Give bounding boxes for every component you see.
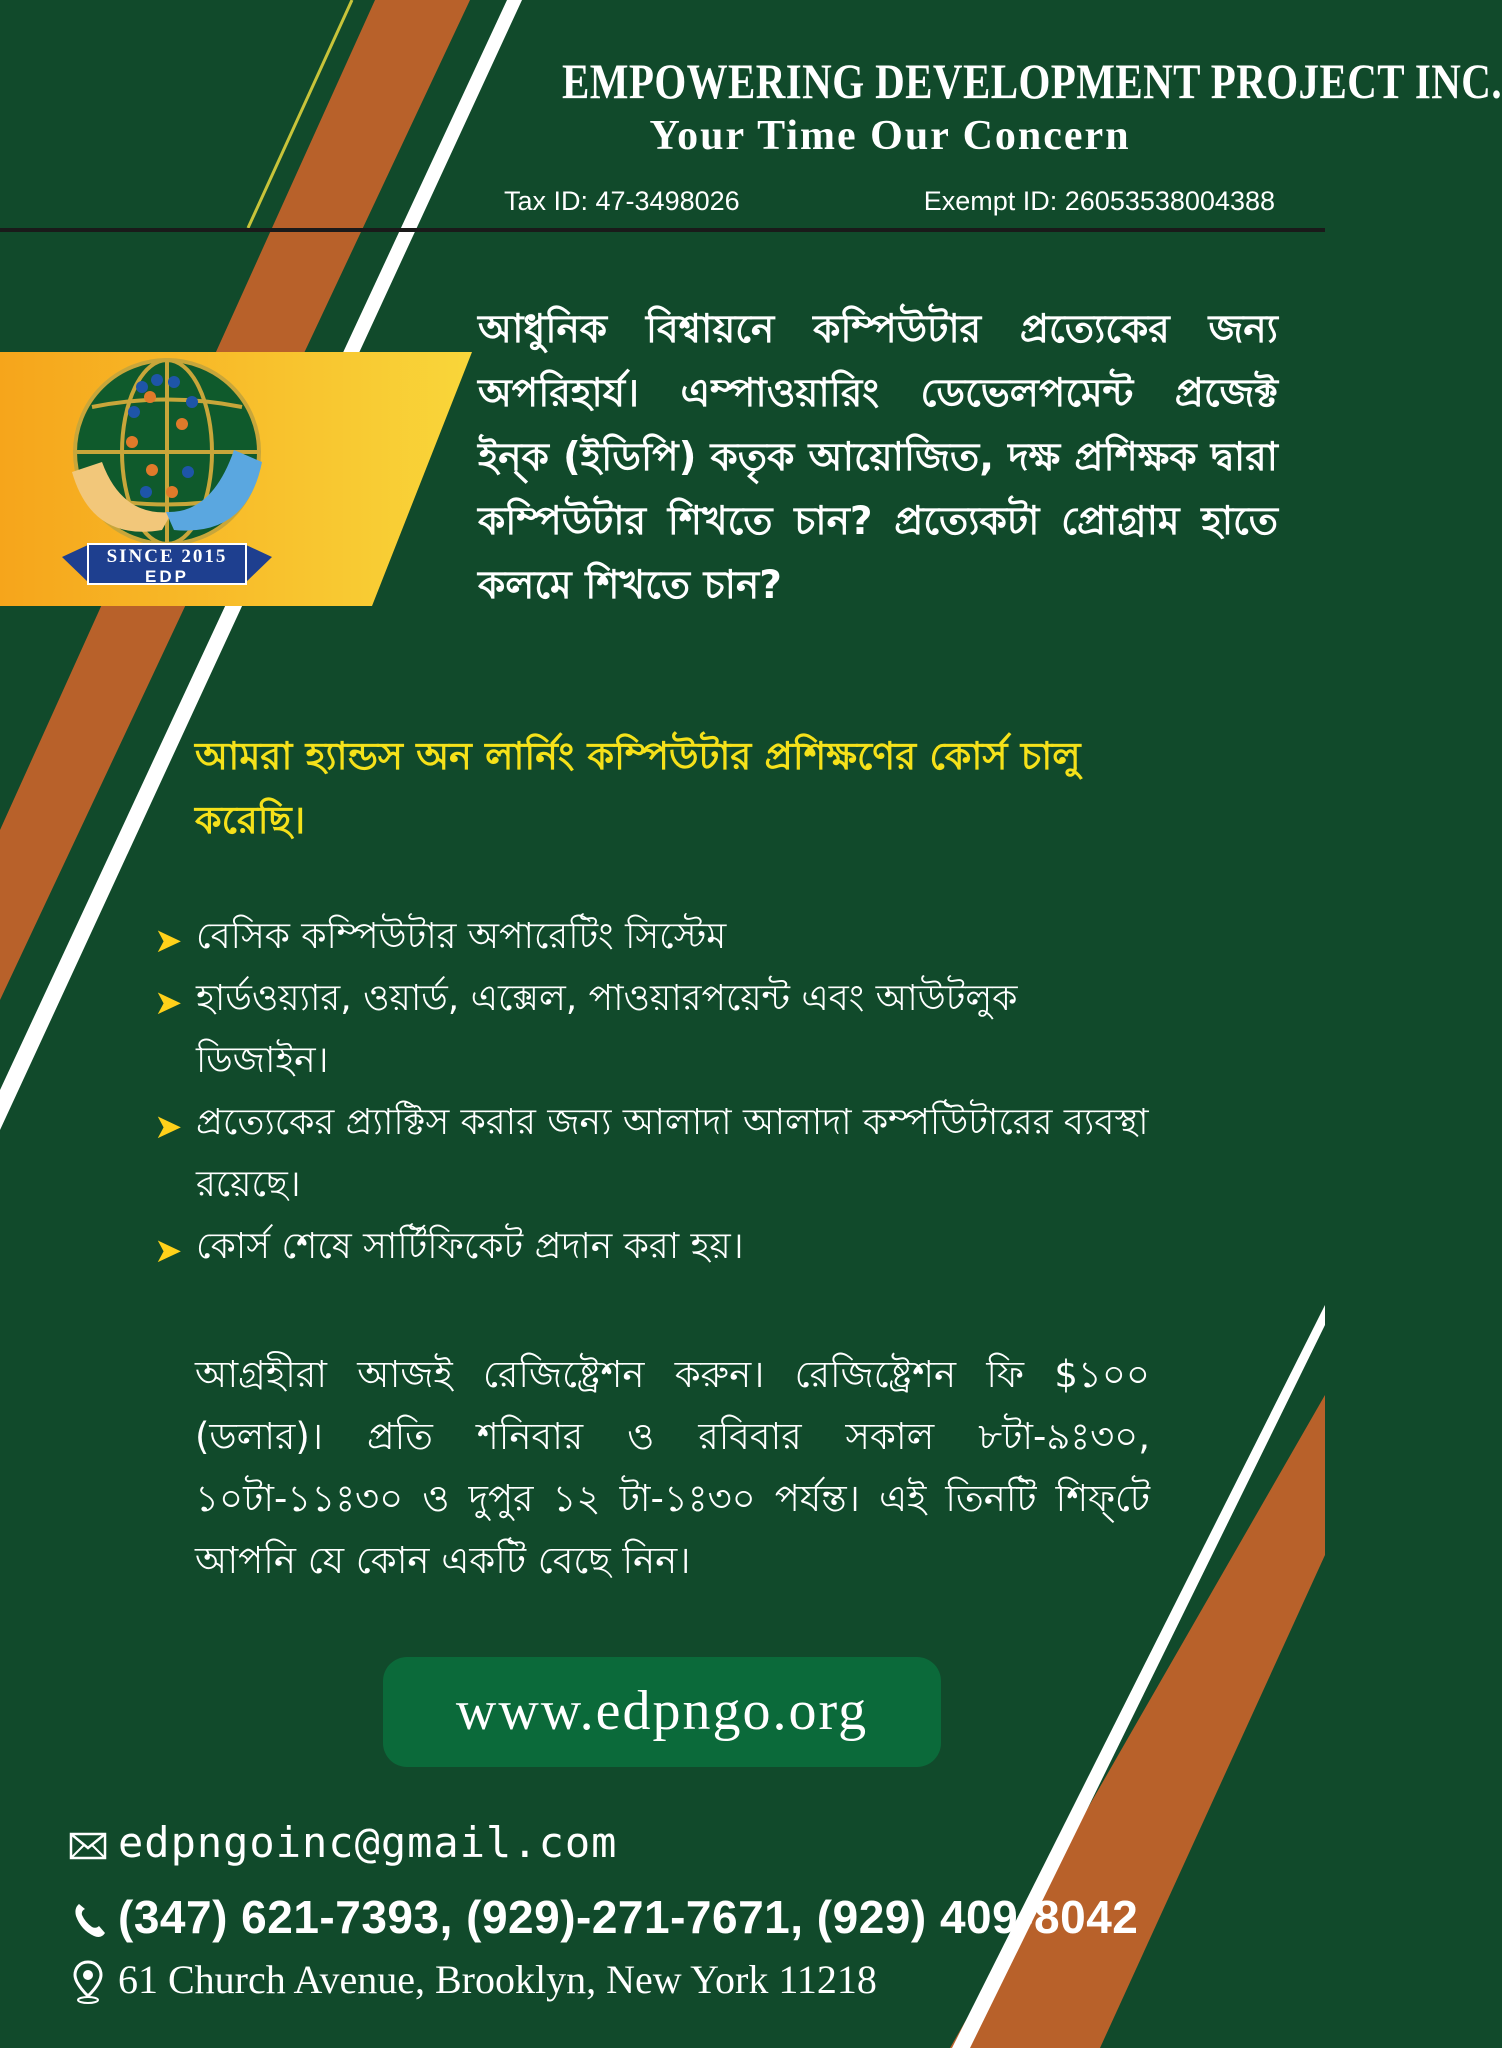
- globe-hands-logo: [62, 352, 272, 604]
- feature-text: প্রত্যেকের প্র্যাক্টিস করার জন্য আলাদা আলাদা কম্পউিটারের ব্যবস্থা রয়েছে।: [196, 1102, 1149, 1205]
- feature-list: [150, 906, 1150, 1278]
- registration-info: আগ্রহীরা আজই রেজিষ্ট্রেশন করুন। রেজিষ্ট্রেশন ফি $১০০ (ডলার)। প্রতি শনিবার ও রবিবার সকাল ৮টা-৯ঃ৩০, ১০টা-১১ঃ৩০ ও দুপুর ১২ টা-১ঃ৩০ পর্যন্ত। এই তিনটি শিফ্‌টে আপনি যে কোন একটি বেছে নিন।: [195, 1353, 1150, 1582]
- feature-item: [150, 906, 1150, 968]
- website-button[interactable]: www.edpngo.org: [383, 1657, 941, 1767]
- feature-item: [150, 968, 1150, 1092]
- org-name: EMPOWERING DEVELOPMENT PROJECT INC.: [562, 53, 1502, 109]
- logo-abbr: EDP: [145, 567, 189, 586]
- arrow-right-icon: ➤: [154, 921, 183, 961]
- arrow-right-icon: ➤: [154, 1107, 183, 1147]
- phone-icon: [70, 1890, 110, 1946]
- arrow-right-icon: ➤: [154, 1231, 183, 1271]
- contact-email[interactable]: [70, 1818, 617, 1867]
- envelope-icon: [70, 1818, 106, 1870]
- address-text: 61 Church Avenue, Brooklyn, New York 11218: [118, 1957, 877, 2002]
- feature-item: [150, 1216, 1150, 1278]
- feature-text: হার্ডওয়্যার, ওয়ার্ড, এক্সেল, পাওয়ারপয়েন্ট এবং আউটলুক ডিজাইন।: [196, 978, 1018, 1081]
- phone-numbers: (347) 621-7393, (929)-271-7671, (929) 409-8042: [118, 1891, 1139, 1943]
- tagline: Your Time Our Concern: [649, 113, 1131, 159]
- email-text: edpngoinc@gmail.com: [118, 1818, 618, 1867]
- intro-paragraph: আধুনিক বিশ্বায়নে কম্পিউটার প্রত্যেকের জন্য অপরিহার্য। এম্পাওয়ারিং ডেভেলপমেন্ট প্রজেক্ট ইন্‌ক (ইডিপি) কতৃক আয়োজিত, দক্ষ প্রশিক্ষক দ্বারা কম্পিউটার শিখতে চান? প্রত্যেকটা প্রোগ্রাম হাতে কলমে শিখতে চান?: [478, 307, 1278, 608]
- arrow-right-icon: ➤: [154, 983, 183, 1023]
- location-pin-icon: [70, 1956, 106, 2008]
- contact-phone[interactable]: [70, 1890, 1138, 1944]
- tax-id: Tax ID: 47-3498026: [504, 186, 740, 216]
- logo-ribbon-text: SINCE 2015: [106, 546, 228, 567]
- feature-text: কোর্স শেষে সার্টিফিকেট প্রদান করা হয়।: [196, 1226, 744, 1267]
- header-divider: [0, 228, 1325, 232]
- course-launch-notice: আমরা হ্যান্ডস অন লার্নিং কম্পিউটার প্রশিক্ষণের কোর্স চালু করেছি।: [195, 734, 1081, 842]
- feature-item: [150, 1092, 1150, 1216]
- contact-address: [70, 1956, 877, 2003]
- exempt-id: Exempt ID: 26053538004388: [923, 186, 1275, 216]
- feature-text: বেসিক কম্পিউটার অপারেটিং সিস্টেম: [196, 916, 727, 957]
